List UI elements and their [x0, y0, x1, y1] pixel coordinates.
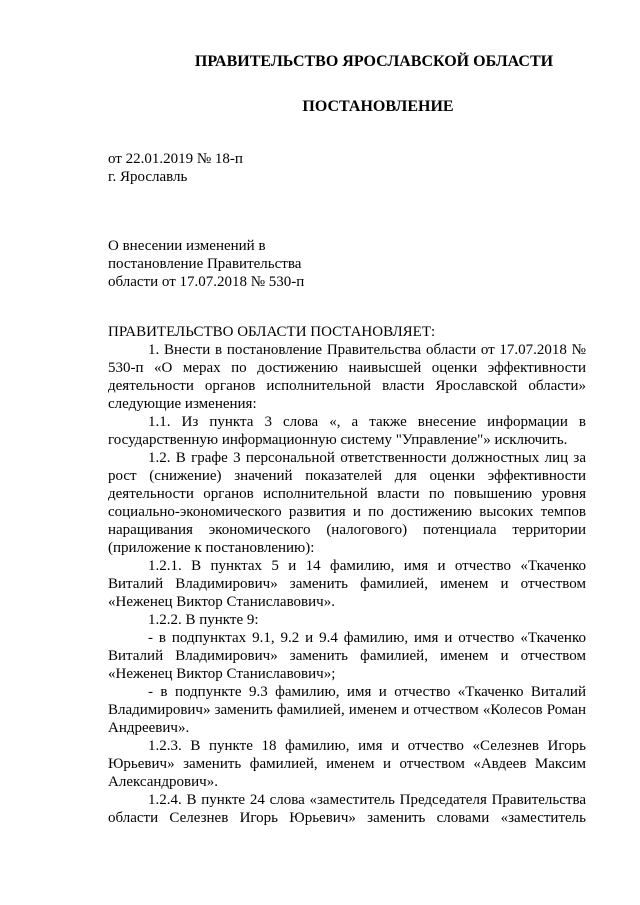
document-type-title: ПОСТАНОВЛЕНИЕ	[302, 98, 454, 115]
paragraph-1-2-4: 1.2.4. В пункте 24 слова «заместитель Председателя Правительства области Селезнев Игорь Юрьевич» заменить словами «заместитель	[108, 792, 586, 826]
paragraph-1-2-3: 1.2.3. В пункте 18 фамилию, имя и отчество «Селезнев Игорь Юрьевич» заменить фамилией, именем и отчеством «Авдеев Максим Александрович».	[108, 738, 586, 790]
paragraph-1-2: 1.2. В графе 3 персональной ответственности должностных лиц за рост (снижение) значений показателей для оценки эффективности деятельности органов исполнительной власти по повышению уровня социально-экономического развития и по достижению высоких темпов наращивания экономического (налогового) потенциала территории (приложение к постановлению):	[108, 450, 586, 556]
document-date-number: от 22.01.2019 № 18-п	[108, 151, 243, 167]
resolves-heading: ПРАВИТЕЛЬСТВО ОБЛАСТИ ПОСТАНОВЛЯЕТ:	[108, 324, 436, 340]
paragraph-1-2-2-b: - в подпункте 9.3 фамилию, имя и отчество «Ткаченко Виталий Владимирович» заменить фамилией, именем и отчеством «Колесов Роман Андреевич».	[108, 684, 586, 736]
document-subject	[108, 237, 368, 291]
document-city: г. Ярославль	[108, 169, 188, 185]
subject-line: О внесении изменений в	[108, 238, 266, 254]
paragraph-1-2-2: 1.2.2. В пункте 9:	[148, 612, 259, 628]
paragraph-1: 1. Внести в постановление Правительства области от 17.07.2018 № 530-п «О мерах по достижению наивысшей оценки эффективности деятельности органов исполнительной власти Ярославской области» следующие изменения:	[108, 342, 586, 412]
paragraph-1-2-2-a: - в подпунктах 9.1, 9.2 и 9.4 фамилию, имя и отчество «Ткаченко Виталий Владимирович» заменить фамилией, именем и отчеством «Неженец Виктор Станиславович»;	[108, 630, 586, 682]
subject-line: области от 17.07.2018 № 530-п	[108, 274, 305, 290]
paragraph-1-2-1: 1.2.1. В пунктах 5 и 14 фамилию, имя и отчество «Ткаченко Виталий Владимирович» заменить фамилией, именем и отчеством «Неженец Виктор Станиславович».	[108, 558, 586, 610]
paragraph-1-1: 1.1. Из пункта 3 слова «, а также внесение информации в государственную информационную систему "Управление"» исключить.	[108, 414, 586, 448]
document-body	[108, 323, 586, 827]
subject-line: постановление Правительства	[108, 256, 302, 272]
government-title: ПРАВИТЕЛЬСТВО ЯРОСЛАВСКОЙ ОБЛАСТИ	[194, 53, 554, 70]
